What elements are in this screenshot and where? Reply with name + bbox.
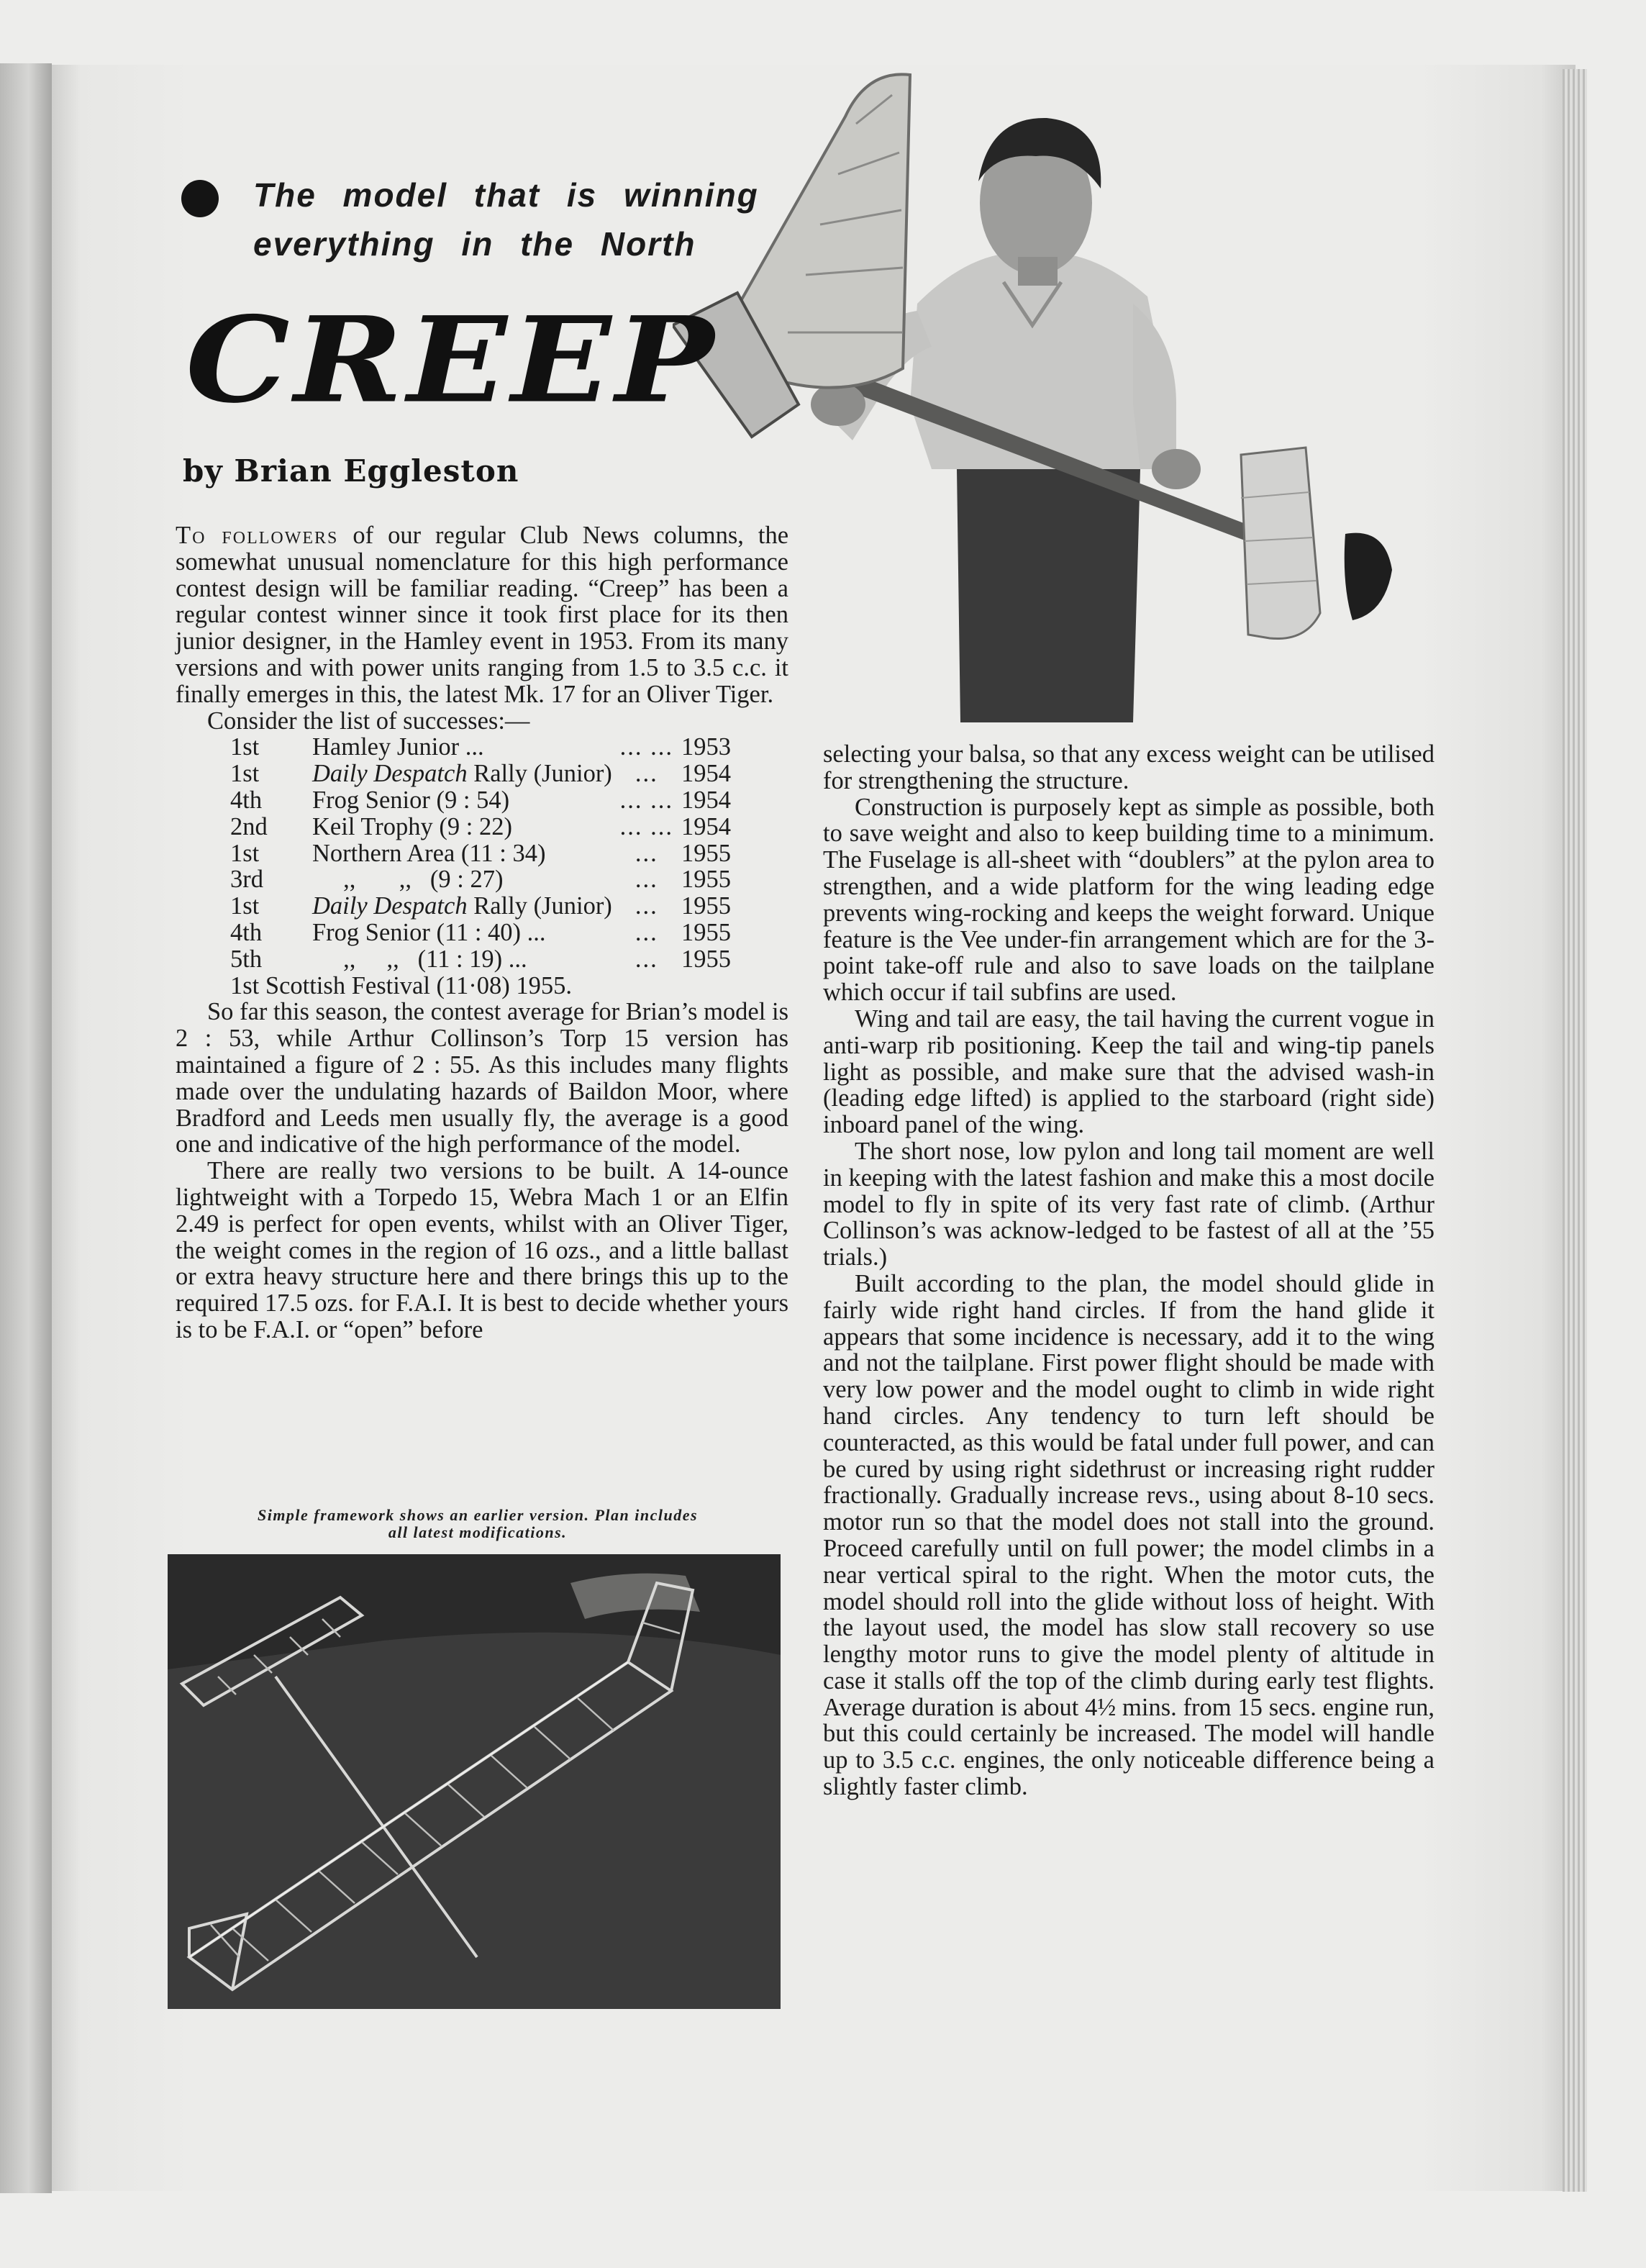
success-year: 1955 (681, 866, 731, 894)
success-event: Keil Trophy (9 : 22) (312, 812, 512, 840)
article-title: CREEP (186, 290, 719, 430)
success-year: 1955 (681, 839, 731, 867)
success-leader-dots: ... ... (619, 733, 673, 761)
success-leader-dots: ... (635, 866, 658, 894)
kicker-line-2: everything in the North (253, 225, 696, 263)
success-year: 1954 (681, 812, 731, 840)
photo-caption (170, 1507, 786, 1541)
success-event: ,, ,, (9 : 27) (312, 866, 504, 894)
success-row (230, 814, 731, 840)
success-event: Daily Despatch Rally (Junior) (312, 892, 612, 920)
success-event: Frog Senior (9 : 54) (312, 786, 510, 814)
nose-and-pylon-paragraph: The short nose, low pylon and long tail moment are well in keeping with the latest fashion and make this a most docile model to fly in spite of its very fast rate of climb. (Arthur Collinson’s was acknow-ledged to be fastest of all at the ’55 trials.) (823, 1137, 1434, 1271)
caption-line-1: Simple framework shows an earlier version. Plan includes (257, 1506, 699, 1524)
success-event: Northern Area (11 : 34) (312, 839, 546, 867)
caption-line-2: all latest modifications. (388, 1523, 568, 1541)
success-place: 1st (230, 839, 260, 867)
success-place: 1st (230, 733, 260, 761)
success-leader-dots: ... (635, 945, 658, 973)
successes-list (230, 734, 731, 972)
success-leader-dots: ... (635, 892, 658, 920)
intro-lead-words: To followers (176, 522, 339, 549)
success-row (230, 920, 731, 946)
success-row (230, 946, 731, 973)
success-event: Daily Despatch Rally (Junior) (312, 760, 612, 788)
success-row (230, 761, 731, 787)
success-leader-dots: ... ... (619, 786, 673, 814)
success-event: Hamley Junior ... (312, 733, 484, 761)
success-leader-dots: ... ... (619, 812, 673, 840)
success-year: 1953 (681, 733, 731, 761)
construction-paragraph: Construction is purposely kept as simple as possible, both to save weight and also to keep building time to a minimum. The Fuselage is all-sheet with “doublers” at the pylon area to strengthen, and a wide platform for the wing leading edge prevents wing-rocking and keeps the weight forward. Unique feature is the Vee under-fin arrangement which are for the 3-point take-off rule and also to save loads on the tailplane which occur if tail subfins are used. (823, 793, 1434, 1007)
success-leader-dots: ... (635, 839, 658, 867)
successes-intro: Consider the list of successes:— (207, 707, 530, 735)
success-row (230, 840, 731, 867)
success-row (230, 866, 731, 893)
success-place: 5th (230, 945, 263, 973)
success-event: Frog Senior (11 : 40) ... (312, 918, 546, 946)
intro-paragraph (176, 522, 788, 708)
scottish-festival-line: 1st Scottish Festival (11·08) 1955. (230, 971, 572, 999)
success-place: 2nd (230, 812, 268, 840)
intro-text: of our regular Club News columns, the somewhat unusual nomenclature for this high performance contest design will be familiar reading. “Creep” has been a regular contest winner since it took first place for its then junior designer, in the Hamley event in 1953. From its many versions and with power units ranging from 1.5 to 3.5 c.c. it finally emerges in this, the latest Mk. 17 for an Oliver Tiger. (176, 522, 789, 708)
success-leader-dots: ... (635, 918, 658, 946)
success-row (230, 893, 731, 920)
success-place: 3rd (230, 866, 263, 894)
success-place: 4th (230, 786, 263, 814)
byline: by Brian Eggleston (183, 453, 519, 489)
success-year: 1955 (681, 892, 731, 920)
success-place: 1st (230, 892, 260, 920)
success-year: 1954 (681, 786, 731, 814)
success-row (230, 787, 731, 814)
success-event: ,, ,, (11 : 19) ... (312, 945, 527, 973)
lead-bullet-dot (181, 180, 219, 217)
facing-page-edge (0, 63, 52, 2193)
success-place: 4th (230, 918, 263, 946)
success-leader-dots: ... (635, 760, 658, 788)
versions-paragraph: There are really two versions to be built. A 14-ounce lightweight with a Torpedo 15, Webra Mach 1 or an Elfin 2.49 is perfect for open events, whilst with an Oliver Tiger, the weight comes in the region of 16 ozs., and a little ballast or extra heavy structure here and there brings this up to the required 17.5 ozs. for F.A.I. It is best to decide whether yours is to be F.A.I. or “open” before (176, 1157, 788, 1343)
success-year: 1954 (681, 760, 731, 788)
success-row (230, 734, 731, 761)
balsa-continuation: selecting your balsa, so that any excess weight can be utilised for strengthening the structure. (823, 740, 1434, 794)
success-year: 1955 (681, 918, 731, 946)
kicker-line-1: The model that is winning (253, 176, 759, 214)
right-text-column (823, 741, 1434, 1800)
photo-framework (168, 1554, 781, 2009)
left-text-column (176, 522, 788, 1343)
trimming-paragraph: Built according to the plan, the model should glide in fairly wide right hand circles. If from the hand glide it appears that some incidence is necessary, add it to the wing and not the tailplane. First power flight should be made with very low power and the model ought to climb in wide right hand circles. Any tendency to turn left should be counteracted, as this would be fatal under full power, and can be cured by using right sidethrust or increasing right rudder fractionally. Gradually increase revs., using about 8-10 secs. motor run so that the model does not stall into the ground. Proceed carefully until on full power; the model climbs in a near vertical spiral to the right. When the motor cuts, the model should roll into the glide without loss of height. With the layout used, the model has slow stall recovery so use lengthy motor runs to give the model plenty of altitude in case it stalls off the top of the climb during early test flights. Average duration is about 4½ mins. from 15 secs. engine run, but this could certainly be increased. The model will handle up to 3.5 c.c. engines, the only noticeable difference being a slightly faster climb. (823, 1269, 1434, 1801)
success-place: 1st (230, 760, 260, 788)
page-stack-edge (1563, 69, 1587, 2192)
season-average-paragraph: So far this season, the contest average for Brian’s model is 2 : 53, while Arthur Collinson’s Torp 15 version has maintained a figure of 2 : 55. As this includes many flights made over the undulating hazards of Baildon Moor, where Bradford and Leeds men usually fly, the average is a good one and indicative of the high performance of the model. (176, 998, 788, 1158)
photo-designer-holding-model (673, 66, 1446, 727)
wing-and-tail-paragraph: Wing and tail are easy, the tail having the current vogue in anti-warp rib positioning. Keep the tail and wing-tip panels light as possible, and make sure that the advised wash-in (leading edge lifted) is applied to the starboard (right side) inboard panel of the wing. (823, 1004, 1434, 1139)
success-year: 1955 (681, 945, 731, 973)
